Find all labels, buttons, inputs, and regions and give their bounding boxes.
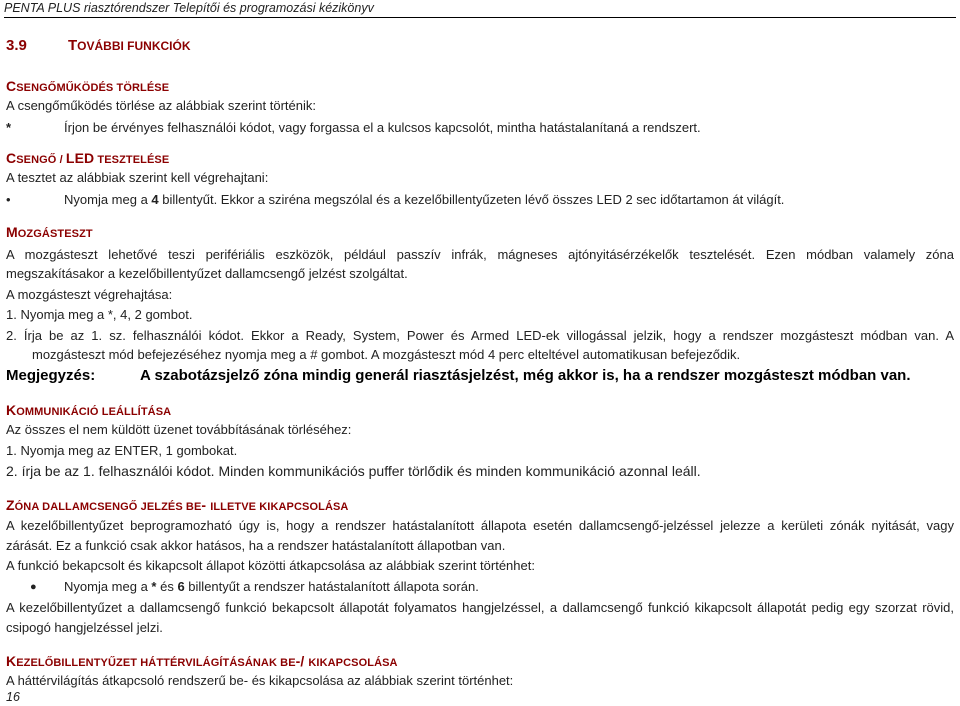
heading-led: LED [65,150,95,166]
text-part: billentyűt. Ekkor a sziréna megszólal és a kezelőbillentyűzeten lévő összes LED 2 sec időtartamon át világít. [158,192,785,207]
heading-initial: M [6,224,18,240]
chime-item [64,579,479,595]
heading-dash: - [201,497,211,513]
heading-initial: Z [6,497,15,513]
running-header: PENTA PLUS riasztórendszer Telepítői és programozási kézikönyv [4,1,374,15]
motion-paragraph-line2: megszakításakor a kezelőbillentyűzet dallamcsengő jelzést szolgáltat. [6,266,408,281]
heading-rest: TESZTELÉSE [94,154,170,166]
heading-initial: C [6,150,17,166]
bell-clear-heading [6,78,169,96]
comm-intro: Az összes el nem küldött üzenet továbbításának törléséhez: [6,422,352,437]
bell-test-item [64,192,784,208]
heading-part: SENGŐ / [16,154,66,166]
heading-initial: K [6,653,17,669]
chime-toggle-intro: A funkció bekapcsolt és kikapcsolt állapot közötti átkapcsolása az alábbiak szerint történhet: [6,558,535,573]
section-title [6,38,191,54]
text-part: billentyűt a rendszer hatástalanított állapota során. [184,579,479,594]
bell-test-intro: A tesztet az alábbiak szerint kell végrehajtani: [6,170,269,185]
heading-part: EZELŐBILLENTYŰZET HÁTTÉRVILÁGÍTÁSÁNAK BE [16,657,296,669]
chime-paragraph-line2: zárását. Ez a funkció csak akkor hatásos, ha a rendszer hatástalanított állapotban van. [6,538,506,553]
backlight-paragraph: A háttérvilágítás átkapcsoló rendszerű be- és kikapcsolása az alábbiak szerint történhet: [6,673,514,688]
heading-initial: K [6,402,17,418]
motion-step-1: 1. Nyomja meg a *, 4, 2 gombot. [6,307,193,322]
comm-heading [6,402,171,420]
heading-rest: KIKAPCSOLÁSA [308,657,398,669]
comm-step-1: 1. Nyomja meg az ENTER, 1 gombokat. [6,443,238,458]
motion-paragraph-line1: A mozgásteszt lehetővé teszi perifériális eszközök, például passzív infrák, mágneses ajtónyitásérzékelők tesztelését. Ezen módban valamely zóna [6,247,954,262]
bell-test-heading [6,150,169,168]
chime-paragraph-line1: A kezelőbillentyűzet beprogramozható úgy is, hogy a rendszer hatástalanított állapota esetén dallamcsengő-jelzéssel jelezze a kerületi zónák nyitását, vagy [6,518,954,533]
heading-part: ÓNA DALLAMCSENGŐ JELZÉS BE [14,501,202,513]
comm-step-2: 2. írja be az 1. felhasználói kódot. Minden kommunikációs puffer törlődik és minden kommunikáció azonnal leáll. [6,463,701,479]
heading-rest: ILLETVE KIKAPCSOLÁSA [210,501,349,513]
text-part: és [156,579,178,594]
key-4: 4 [151,192,159,207]
section-title-initial: T [68,37,78,54]
text-part: Nyomja meg a [64,579,152,594]
chime-bullet: ● [30,581,37,593]
backlight-heading [6,653,398,671]
section-number: 3.9 [6,37,27,54]
motion-heading [6,224,93,242]
heading-initial: C [6,78,17,94]
note-label: Megjegyzés: [6,367,96,384]
heading-rest: OZGÁSTESZT [17,228,93,240]
heading-rest: SENGŐMŰKÖDÉS TÖRLÉSE [16,82,170,94]
chime-paragraph3-line1: A kezelőbillentyűzet a dallamcsengő funkció bekapcsolt állapotát folyamatos hangjelzéssel, a dallamcsengő funkció kikapcsolt állapotát pedig egy szorzat rövid, [6,600,954,615]
motion-exec-label: A mozgásteszt végrehajtása: [6,287,173,302]
heading-rest: OMMUNIKÁCIÓ LEÁLLÍTÁSA [16,406,172,418]
section-title-rest: OVÁBBI FUNKCIÓK [77,39,191,53]
motion-step-2-line1: 2. Írja be az 1. sz. felhasználói kódot. Ekkor a Ready, System, Power és Armed LED-ek villogással jelzik, hogy a rendszer mozgásteszt módban van. A [6,328,954,343]
bell-test-bullet: • [6,192,11,207]
heading-dash: -/ [295,653,309,669]
chime-heading [6,497,348,515]
key-6: 6 [177,579,185,594]
bell-clear-item: Írjon be érvényes felhasználói kódot, vagy forgassa el a kulcsos kapcsolót, mintha hatástalanítaná a rendszert. [64,120,701,135]
chime-paragraph3-line2: csipogó hangjelzéssel jelzi. [6,620,163,635]
text-part: Nyomja meg a [64,192,152,207]
page-number: 16 [6,690,20,704]
header-rule [4,17,956,18]
motion-step-2-line2: mozgásteszt mód befejezéséhez nyomja meg a # gombot. A mozgásteszt mód 4 perc elteltével automatikusan befejeződik. [32,347,741,362]
note-text: A szabotázsjelző zóna mindig generál riasztásjelzést, még akkor is, ha a rendszer mozgásteszt módban van. [140,367,911,384]
bell-clear-bullet: * [6,120,12,135]
bell-clear-intro: A csengőműködés törlése az alábbiak szerint történik: [6,98,317,113]
key-star: * [151,579,157,594]
